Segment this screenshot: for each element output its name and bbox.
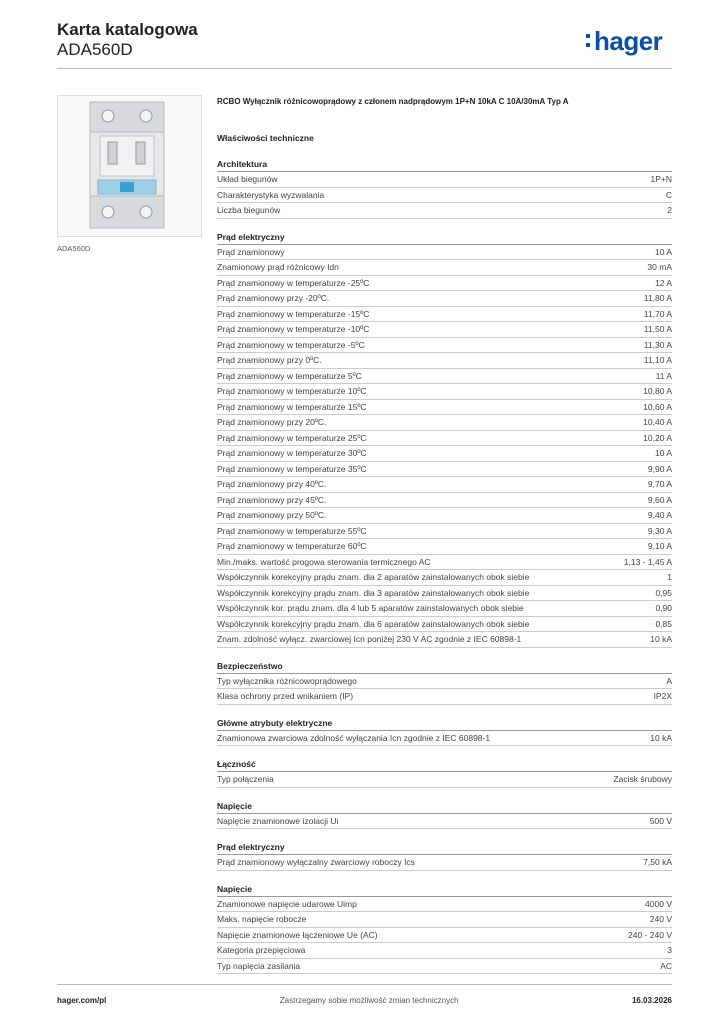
header (57, 20, 198, 60)
spec-row (217, 338, 672, 354)
spec-row (217, 897, 672, 913)
spec-label: Min./maks. wartość progowa sterowania termicznego AC (217, 556, 431, 567)
spec-group (217, 882, 672, 975)
spec-value: 0,90 (655, 603, 672, 613)
spec-row (217, 689, 672, 705)
spec-label: Współczynnik korekcyjny prądu znam. dla 6 aparatów zainstalowanych obok siebie (217, 618, 530, 629)
spec-label: Prąd znamionowy przy -20ºC. (217, 293, 330, 303)
spec-value: A (666, 675, 672, 686)
spec-label: Typ połączenia (217, 774, 274, 784)
spec-label: Maks. napięcie robocze (217, 914, 307, 924)
spec-value: 11,10 A (643, 355, 672, 365)
spec-value: 7,50 kA (643, 857, 672, 867)
spec-label: Prąd znamionowy w temperaturze -15ºC (217, 308, 370, 319)
footer-note: Zastrzegamy sobie możliwość zmian technicznych (279, 996, 459, 1005)
footer (57, 996, 672, 1005)
spec-value: AC (660, 960, 672, 971)
spec-row (217, 291, 672, 307)
spec-row (217, 322, 672, 338)
spec-row (217, 462, 672, 478)
group-title: Architektura (217, 157, 672, 172)
spec-label: Współczynnik korekcyjny prądu znam. dla 3 aparatów zainstalowanych obok siebie (217, 587, 530, 598)
section-title: Właściwości techniczne (217, 133, 314, 143)
spec-row (217, 617, 672, 633)
spec-label: Znam. zdolność wyłącz. zwarciowej Icn poniżej 230 V AC zgodnie z IEC 60898-1 (217, 634, 522, 644)
spec-value: 0,85 (655, 618, 672, 629)
circuit-breaker-icon (58, 96, 201, 236)
spec-value: IP2X (653, 691, 672, 701)
spec-row (217, 260, 672, 276)
spec-row (217, 772, 672, 788)
spec-label: Współczynnik korekcyjny prądu znam. dla 2 aparatów zainstalowanych obok siebie (217, 572, 530, 582)
spec-label: Liczba biegunów (217, 205, 281, 215)
spec-label: Prąd znamionowy przy 0ºC. (217, 355, 322, 365)
spec-label: Prąd znamionowy wyłączalny zwarciowy roboczy Ics (217, 857, 415, 867)
spec-value: 10,80 A (643, 386, 672, 396)
spec-label: Prąd znamionowy przy 20ºC. (217, 417, 327, 427)
spec-row (217, 446, 672, 462)
spec-value: 3 (667, 945, 672, 955)
spec-row (217, 477, 672, 493)
spec-value: 0,95 (655, 587, 672, 598)
footer-date: 16.03.2026 (631, 996, 672, 1005)
spec-row (217, 539, 672, 555)
footer-site-link[interactable]: hager.com/pl (57, 996, 107, 1005)
spec-row (217, 912, 672, 928)
spec-label: Prąd znamionowy w temperaturze 60ºC (217, 541, 367, 551)
spec-row (217, 570, 672, 586)
spec-label: Prąd znamionowy w temperaturze 5ºC (217, 370, 362, 381)
spec-label: Prąd znamionowy w temperaturze 35ºC (217, 463, 367, 474)
spec-group (217, 230, 672, 648)
spec-label: Prąd znamionowy w temperaturze 25ºC (217, 432, 367, 443)
spec-label: Znamionowy prąd różnicowy Idn (217, 262, 339, 272)
spec-value: 1,13 - 1,45 A (623, 556, 672, 567)
spec-label: Prąd znamionowy w temperaturze 15ºC (217, 401, 367, 412)
spec-value: 9,30 A (647, 525, 672, 536)
spec-value: 9,40 A (647, 510, 672, 520)
product-code: ADA560D (57, 40, 133, 59)
spec-value: C (665, 189, 672, 200)
spec-row (217, 203, 672, 219)
spec-value: 9,70 A (647, 479, 672, 489)
image-caption: ADA560D (57, 244, 91, 253)
spec-content (217, 95, 672, 974)
group-title: Łączność (217, 757, 672, 772)
spec-value: 10 kA (650, 634, 672, 644)
footer-divider (57, 984, 672, 985)
spec-row (217, 959, 672, 975)
product-image (57, 95, 202, 237)
group-title: Napięcie (217, 799, 672, 814)
group-title: Główne atrybuty elektryczne (217, 716, 672, 731)
spec-value: 240 V (649, 914, 672, 924)
spec-row (217, 943, 672, 959)
spec-row (217, 276, 672, 292)
spec-value: 11,30 A (643, 339, 672, 350)
spec-row (217, 172, 672, 188)
group-title: Prąd elektryczny (217, 840, 672, 855)
spec-group (217, 157, 672, 219)
spec-value: Zacisk śrubowy (613, 774, 672, 784)
header-divider (57, 68, 672, 69)
spec-value: 2 (667, 205, 672, 215)
group-title: Bezpieczeństwo (217, 659, 672, 674)
spec-label: Prąd znamionowy przy 45ºC. (217, 494, 327, 505)
spec-row (217, 632, 672, 648)
spec-value: 11,50 A (643, 324, 672, 334)
spec-row (217, 508, 672, 524)
spec-label: Charakterystyka wyzwalania (217, 189, 325, 200)
spec-value: 1 (667, 572, 672, 582)
spec-label: Prąd znamionowy przy 40ºC. (217, 479, 327, 489)
spec-value: 500 V (649, 815, 672, 826)
spec-value: 9,90 A (647, 463, 672, 474)
logo-colon-icon (586, 34, 590, 52)
spec-row (217, 431, 672, 447)
spec-label: Prąd znamionowy (217, 246, 285, 257)
spec-value: 10 kA (650, 732, 672, 743)
spec-value: 11,80 A (643, 293, 672, 303)
spec-value: 12 A (654, 277, 672, 288)
spec-label: Prąd znamionowy w temperaturze -10ºC (217, 324, 370, 334)
document-title: Karta katalogowa (57, 20, 198, 39)
spec-row (217, 928, 672, 944)
spec-row (217, 415, 672, 431)
spec-group (217, 799, 672, 830)
spec-label: Prąd znamionowy w temperaturze 30ºC (217, 448, 367, 458)
spec-row (217, 245, 672, 261)
product-description: RCBO Wyłącznik różnicowoprądowy z członem nadprądowym 1P+N 10kA C 10A/30mA Typ A (217, 97, 569, 106)
spec-value: 10,40 A (643, 417, 672, 427)
spec-label: Napięcie znamionowe izolacji Ui (217, 815, 339, 826)
spec-value: 11,70 A (643, 308, 672, 319)
spec-label: Znamionowa zwarciowa zdolność wyłączania Icn zgodnie z IEC 60898-1 (217, 732, 491, 743)
group-title: Napięcie (217, 882, 672, 897)
group-title: Prąd elektryczny (217, 230, 672, 245)
spec-row (217, 524, 672, 540)
spec-value: 30 mA (647, 262, 672, 272)
spec-label: Prąd znamionowy w temperaturze 55ºC (217, 525, 367, 536)
spec-group (217, 757, 672, 788)
spec-row (217, 855, 672, 871)
spec-row (217, 307, 672, 323)
spec-group (217, 840, 672, 871)
spec-label: Prąd znamionowy w temperaturze -25ºC (217, 277, 370, 288)
spec-row (217, 586, 672, 602)
spec-value: 4000 V (645, 898, 672, 909)
spec-value: 10,20 A (643, 432, 672, 443)
spec-row (217, 731, 672, 747)
spec-label: Typ wyłącznika różnicowoprądowego (217, 675, 357, 686)
spec-row (217, 188, 672, 204)
spec-value: 9,10 A (647, 541, 672, 551)
spec-groups (217, 157, 672, 974)
spec-label: Kategoria przepięciowa (217, 945, 306, 955)
hager-logo (594, 26, 662, 58)
spec-value: 1P+N (650, 174, 672, 184)
spec-value: 9,60 A (647, 494, 672, 505)
spec-label: Współczynnik kor. prądu znam. dla 4 lub 5 aparatów zainstalowanych obok siebie (217, 603, 524, 613)
spec-row (217, 601, 672, 617)
spec-label: Typ napięcia zasilania (217, 960, 301, 971)
spec-value: 10,60 A (643, 401, 672, 412)
spec-value: 240 - 240 V (628, 929, 672, 940)
spec-value: 11 A (655, 370, 672, 381)
spec-label: Napięcie znamionowe łączeniowe Ue (AC) (217, 929, 378, 940)
spec-group (217, 659, 672, 705)
spec-row (217, 814, 672, 830)
spec-value: 10 A (654, 448, 672, 458)
spec-label: Układ biegunów (217, 174, 278, 184)
spec-label: Prąd znamionowy w temperaturze -5ºC (217, 339, 365, 350)
spec-row (217, 674, 672, 690)
spec-label: Prąd znamionowy przy 50ºC. (217, 510, 327, 520)
spec-row (217, 400, 672, 416)
spec-row (217, 353, 672, 369)
spec-row (217, 384, 672, 400)
spec-label: Klasa ochrony przed wnikaniem (IP) (217, 691, 354, 701)
spec-row (217, 555, 672, 571)
spec-label: Prąd znamionowy w temperaturze 10ºC (217, 386, 367, 396)
spec-row (217, 493, 672, 509)
spec-group (217, 716, 672, 747)
spec-row (217, 369, 672, 385)
logo-text: hager (594, 26, 663, 56)
spec-label: Znamionowe napięcie udarowe Uimp (217, 898, 357, 909)
spec-value: 10 A (654, 246, 672, 257)
